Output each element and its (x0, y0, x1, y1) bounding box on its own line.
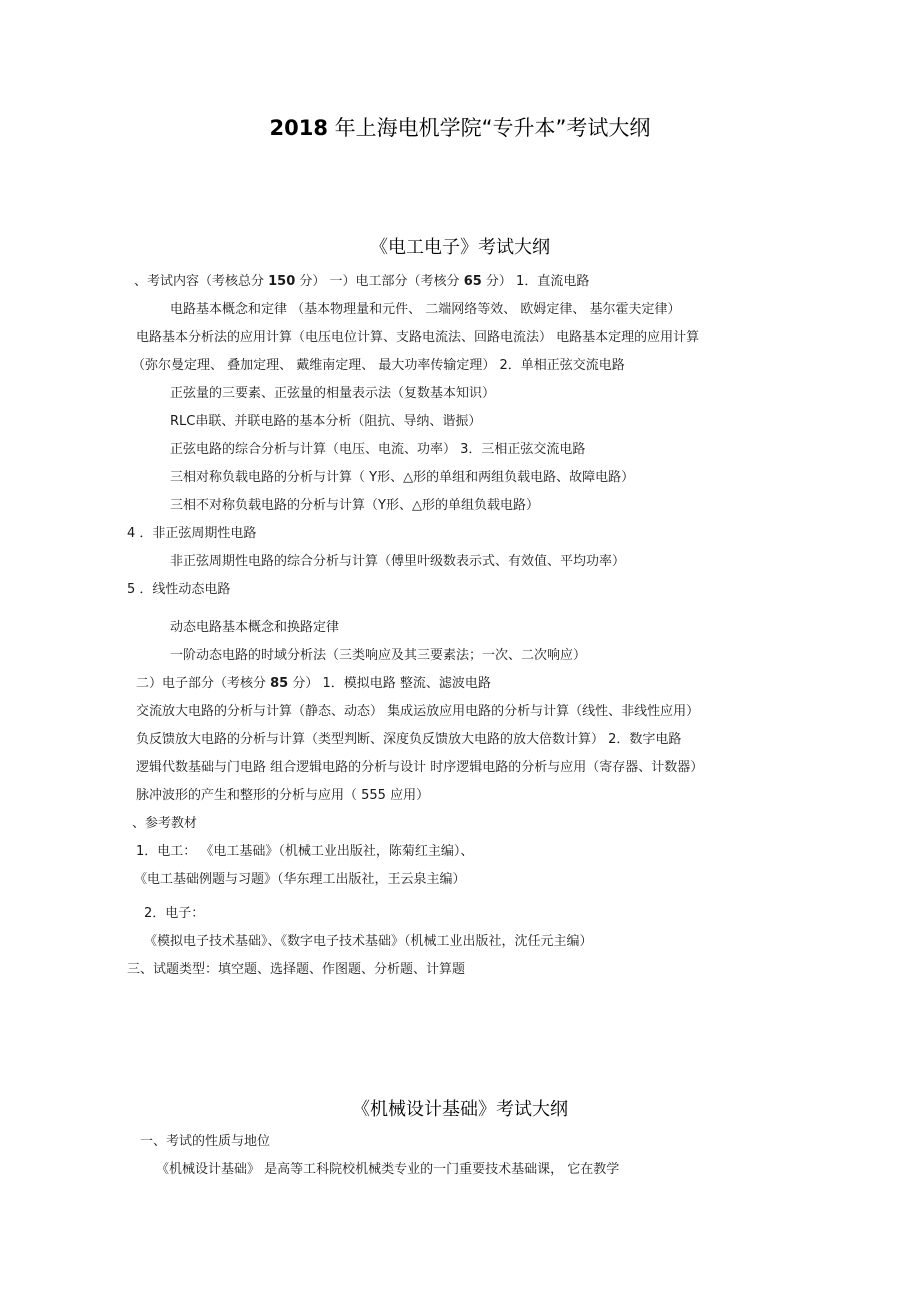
reference-line: 《电工基础例题与习题》（华东理工出版社，王云泉主编） (134, 872, 466, 887)
title-text: 年上海电机学院“专升本”考试大纲 (328, 116, 651, 140)
outline-line: RLC串联、并联电路的基本分析（阻抗、导纳、谐振） (170, 414, 482, 429)
reference-line: 1．电工： 《电工基础》（机械工业出版社，陈菊红主编）、 (136, 844, 474, 859)
question-types-line: 三、试题类型：填空题、选择题、作图题、分析题、计算题 (127, 962, 466, 977)
outline-line: 三相不对称负载电路的分析与计算（Y形、△形的单组负载电路） (170, 498, 539, 513)
outline-line: 电路基本分析法的应用计算（电压电位计算、支路电流法、回路电流法） 电路基本定理的应用计算 (136, 330, 700, 345)
electronics-part-line: 二）电子部分（考核分 85 分） 1．模拟电路 整流、滤波电路 (136, 676, 491, 691)
outline-line: （弥尔曼定理、 叠加定理、 戴维南定理、 最大功率传输定理） 2．单相正弦交流电路 (132, 358, 625, 373)
outline-line: 逻辑代数基础与门电路 组合逻辑电路的分析与设计 时序逻辑电路的分析与应用（寄存器、计数器） (136, 760, 704, 775)
outline-line: 交流放大电路的分析与计算（静态、动态） 集成运放应用电路的分析与计算（线性、非线性应用） (136, 704, 700, 719)
outline-line: 负反馈放大电路的分析与计算（类型判断、深度负反馈放大电路的放大倍数计算） 2．数字电路 (136, 732, 682, 747)
outline-line: 《机械设计基础》 是高等工科院校机械类专业的一门重要技术基础课， 它在教学 (156, 1162, 620, 1177)
outline-line: 动态电路基本概念和换路定律 (170, 620, 340, 635)
section-heading-electrical: 《电工电子》考试大纲 (370, 237, 550, 258)
title-year: 2018 (269, 116, 328, 140)
outline-line: 三相对称负载电路的分析与计算（ Y形、△形的单组和两组负载电路、故障电路） (170, 470, 635, 485)
document-title (0, 114, 920, 142)
electronics-score: 85 (270, 676, 289, 691)
outline-line: 非正弦周期性电路的综合分析与计算（傅里叶级数表示式、有效值、平均功率） (170, 554, 626, 569)
reference-heading: 、参考教材 (132, 816, 198, 831)
outline-line: 电路基本概念和定律 （基本物理量和元件、 二端网络等效、 欧姆定律、 基尔霍夫定律） (170, 302, 681, 317)
outline-line: 正弦电路的综合分析与计算（电压、电流、功率） 3．三相正弦交流电路 (170, 442, 586, 457)
outline-line: 一阶动态电路的时域分析法（三类响应及其三要素法；一次、二次响应） (170, 648, 587, 663)
reference-line: 2．电子： (144, 906, 205, 921)
total-score: 150 (268, 274, 296, 289)
outline-line: 脉冲波形的产生和整形的分析与应用（ 555 应用） (136, 788, 430, 803)
outline-item-4: 4 ．非正弦周期性电路 (127, 526, 257, 541)
outline-item-5: 5 ．线性动态电路 (127, 582, 231, 597)
outline-line: 一、考试的性质与地位 (140, 1134, 271, 1149)
outline-line: 正弦量的三要素、正弦量的相量表示法（复数基本知识） (170, 386, 496, 401)
electrical-score: 65 (463, 274, 482, 289)
exam-content-line: 、考试内容（考核总分 150 分） 一）电工部分（考核分 65 分） 1．直流电路 (134, 274, 590, 289)
section-heading-mechanical: 《机械设计基础》考试大纲 (352, 1099, 568, 1120)
reference-line: 《模拟电子技术基础》、《数字电子技术基础》（机械工业出版社，沈任元主编） (144, 934, 593, 949)
